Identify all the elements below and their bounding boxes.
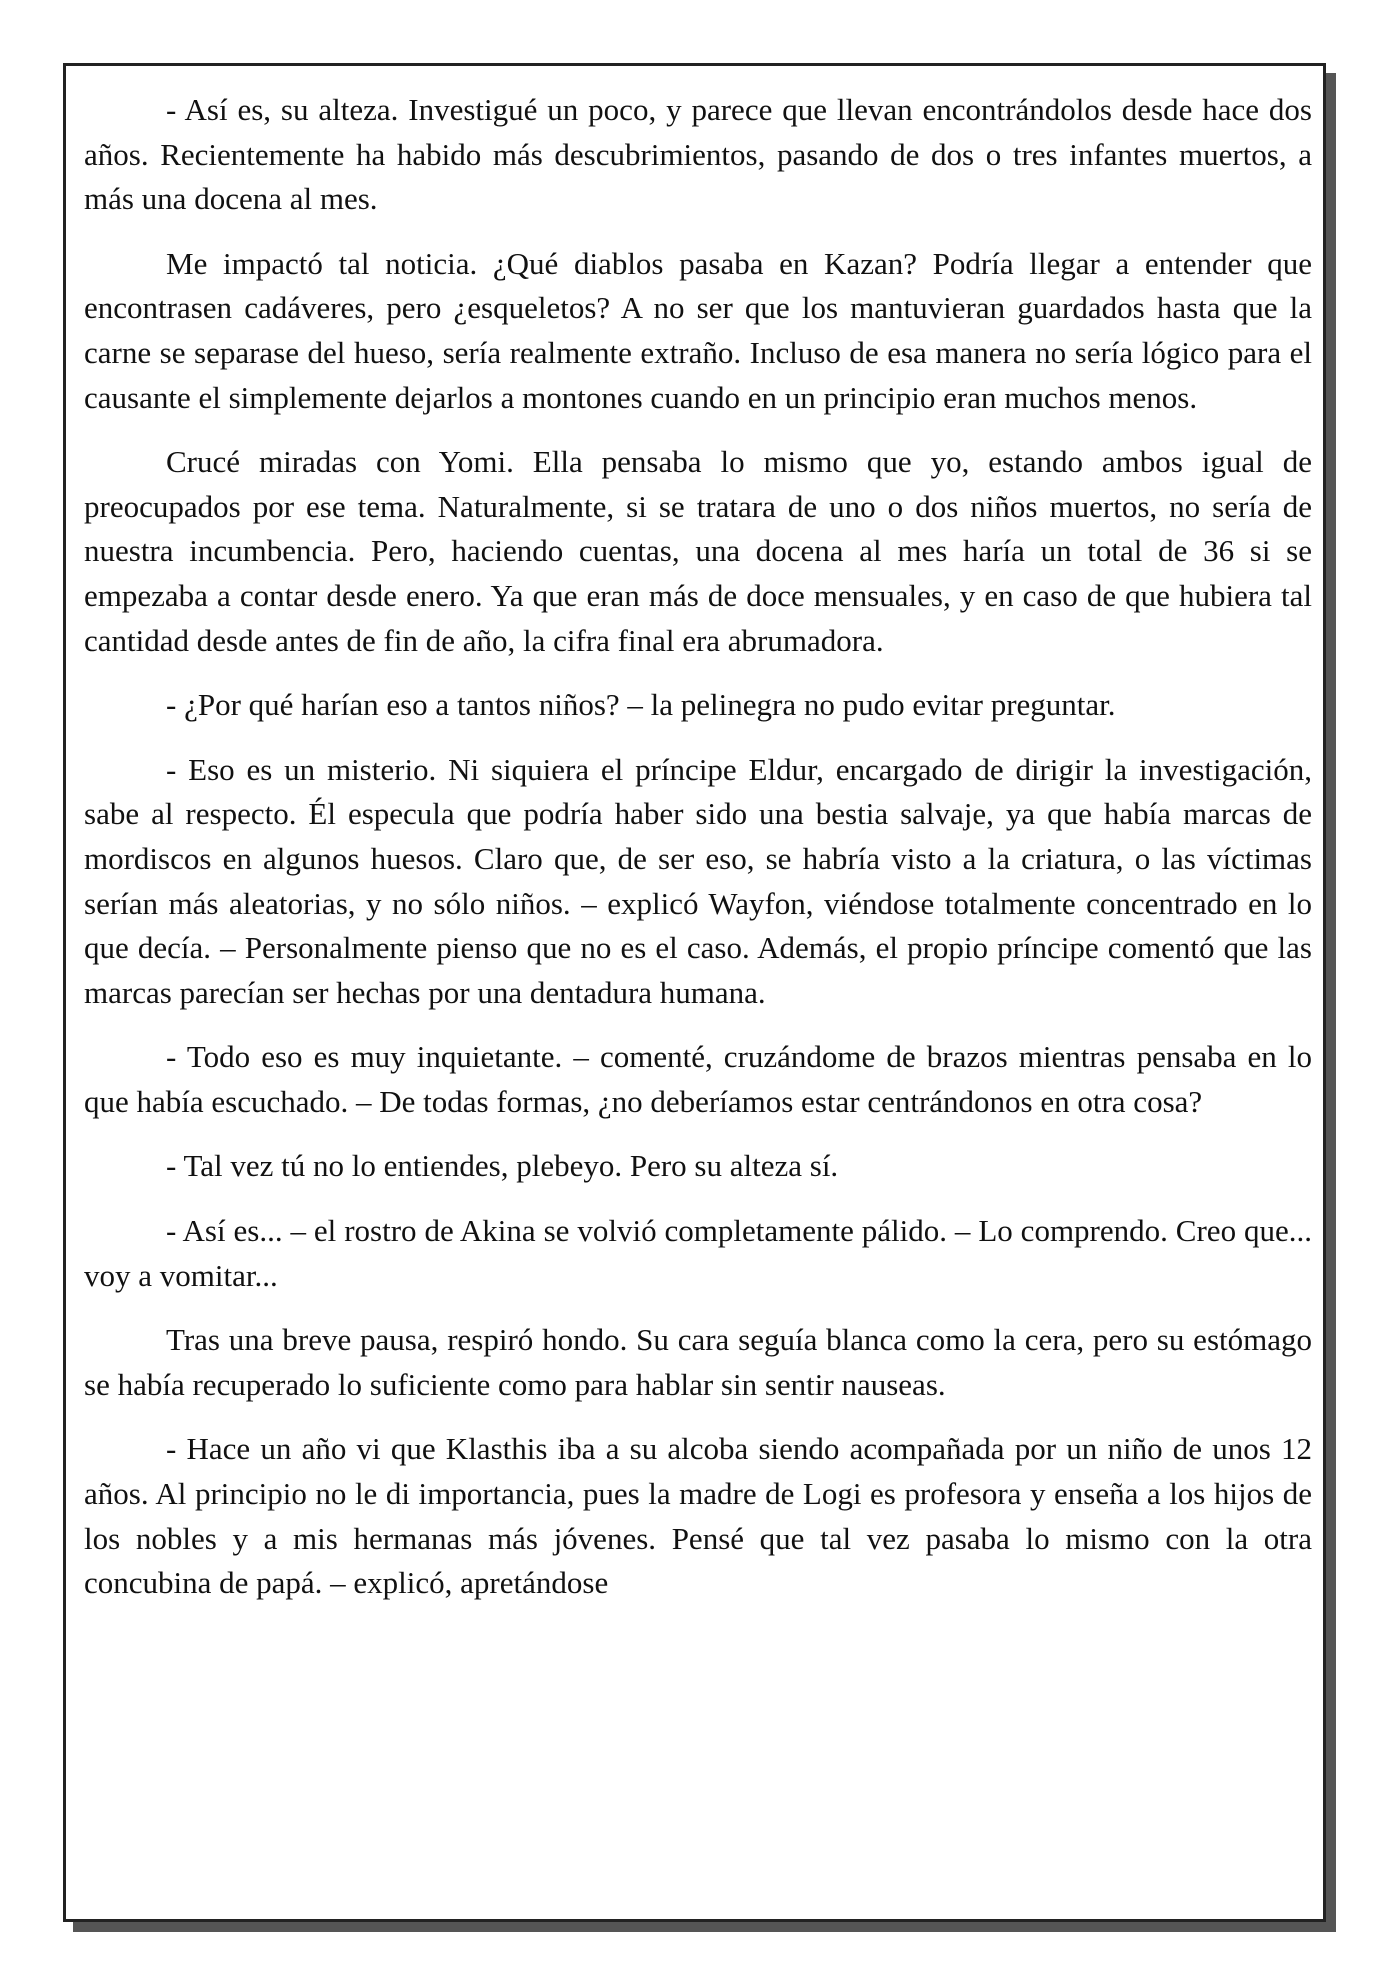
paragraph-1: - Así es, su alteza. Investigué un poco, y parece que llevan encontrándolos desde hace dos años. Recientemente ha habido más descubrimientos, pasando de dos o tres infantes muertos, a más una docena al mes. <box>84 92 1312 217</box>
paragraph-4: - ¿Por qué harían eso a tantos niños? – la pelinegra no pudo evitar preguntar. <box>166 687 1116 723</box>
paragraph-5: - Eso es un misterio. Ni siquiera el príncipe Eldur, encargado de dirigir la investigación, sabe al respecto. Él especula que podría haber sido una bestia salvaje, ya que había marcas de mordiscos en algunos huesos. Claro que, de ser eso, se habría visto a la criatura, o las víctimas serían más aleatorias, y no sólo niños. – explicó Wayfon, viéndose totalmente concentrado en lo que decía. – Personalmente pienso que no es el caso. Además, el propio príncipe comentó que las marcas parecían ser hechas por una dentadura humana. <box>84 751 1312 1010</box>
paragraph-7: - Tal vez tú no lo entiendes, plebeyo. Pero su alteza sí. <box>166 1148 839 1184</box>
paragraph-8: - Así es... – el rostro de Akina se volvió completamente pálido. – Lo comprendo. Creo que... voy a vomitar... <box>84 1213 1312 1293</box>
document-text <box>84 88 1312 1606</box>
paragraph-3: Crucé miradas con Yomi. Ella pensaba lo mismo que yo, estando ambos igual de preocupados por ese tema. Naturalmente, si se tratara de uno o dos niños muertos, no sería de nuestra incumbencia. Pero, haciendo cuentas, una docena al mes haría un total de 36 si se empezaba a contar desde enero. Ya que eran más de doce mensuales, y en caso de que hubiera tal cantidad desde antes de fin de año, la cifra final era abrumadora. <box>84 444 1312 658</box>
paragraph-10: - Hace un año vi que Klasthis iba a su alcoba siendo acompañada por un niño de unos 12 años. Al principio no le di importancia, pues la madre de Logi es profesora y enseña a los hijos de los nobles y a mis hermanas más jóvenes. Pensé que tal vez pasaba lo mismo con la otra concubina de papá. – explicó, apretándose <box>84 1431 1312 1601</box>
paragraph-2: Me impactó tal noticia. ¿Qué diablos pasaba en Kazan? Podría llegar a entender que encontrasen cadáveres, pero ¿esqueletos? A no ser que los mantuvieran guardados hasta que la carne se separase del hueso, sería realmente extraño. Incluso de esa manera no sería lógico para el causante el simplemente dejarlos a montones cuando en un principio eran muchos menos. <box>84 245 1312 415</box>
paragraph-9: Tras una breve pausa, respiró hondo. Su cara seguía blanca como la cera, pero su estómago se había recuperado lo suficiente como para hablar sin sentir nauseas. <box>84 1322 1312 1402</box>
page-frame <box>63 63 1326 1922</box>
paragraph-6: - Todo eso es muy inquietante. – comenté, cruzándome de brazos mientras pensaba en lo que había escuchado. – De todas formas, ¿no deberíamos estar centrándonos en otra cosa? <box>84 1039 1312 1119</box>
